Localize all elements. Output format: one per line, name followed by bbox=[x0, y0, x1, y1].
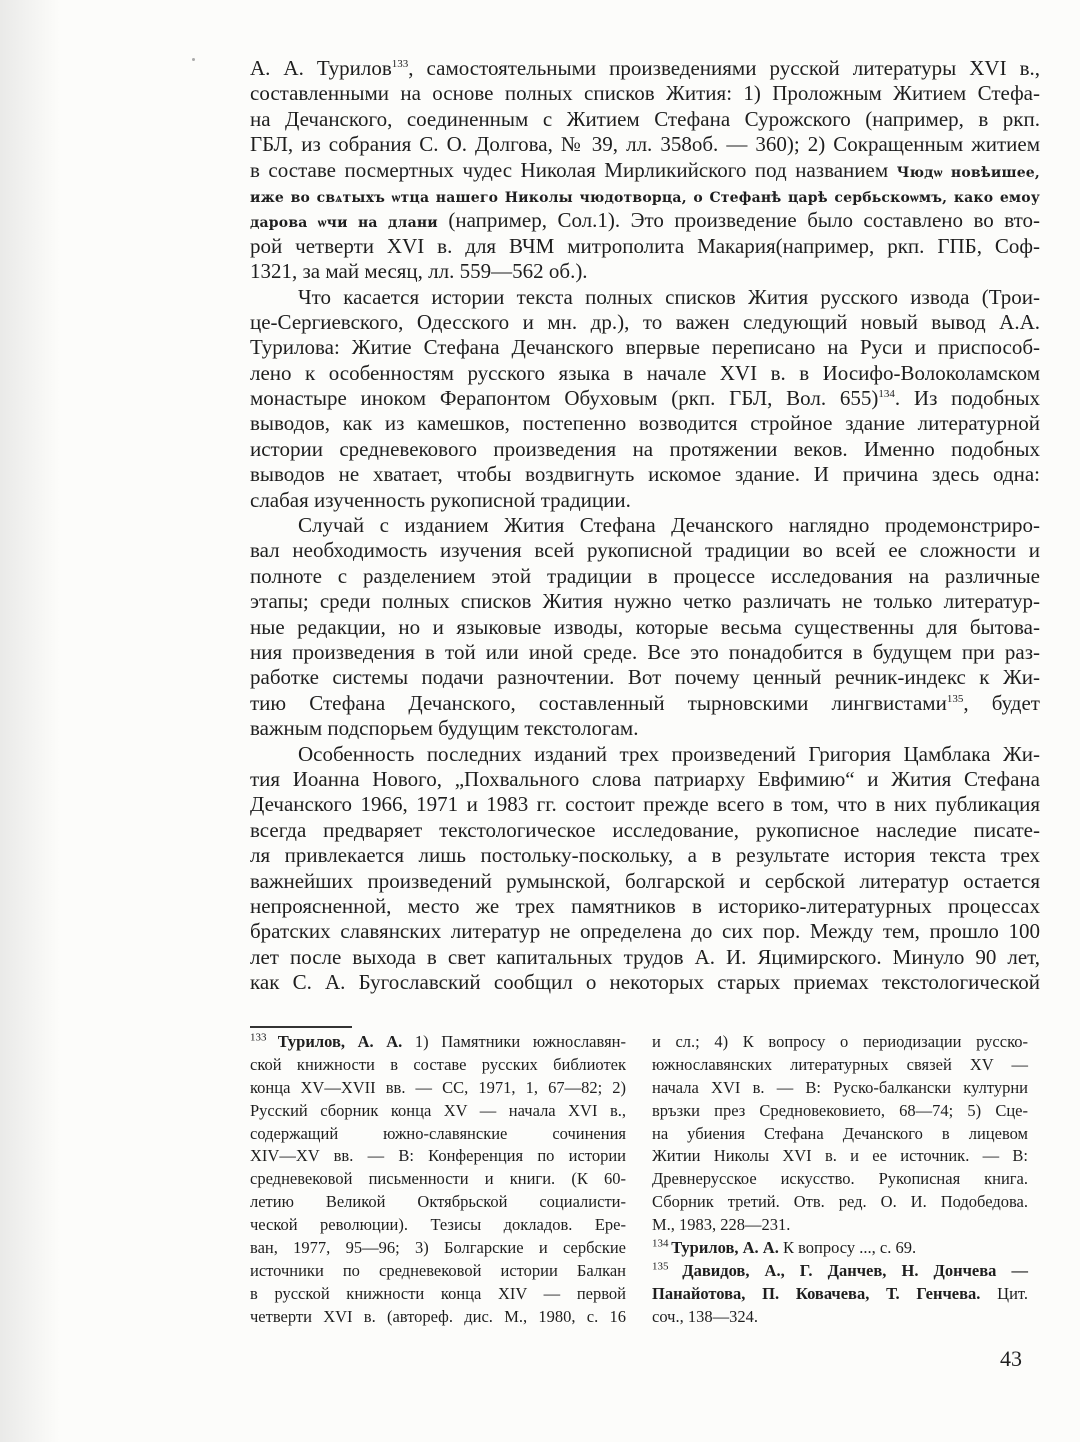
paragraph-line bbox=[250, 462, 1040, 487]
text-segment: Особенность последних изданий трех произведений Григория Цамблака Жи- bbox=[298, 741, 1040, 766]
paragraph-line bbox=[250, 716, 1040, 741]
paragraph-line bbox=[250, 183, 1040, 208]
footnote-line bbox=[652, 1191, 1028, 1214]
paragraph-line bbox=[250, 107, 1040, 132]
text-segment: ческой революции). Тезисы докладов. Ере- bbox=[250, 1215, 626, 1235]
text-segment: Житии Николы XVI в. и ее источник. — В: bbox=[652, 1146, 1028, 1166]
footnote-line bbox=[652, 1145, 1028, 1168]
text-segment: содержащий южно-славянские сочинения bbox=[250, 1123, 626, 1143]
author-name: Панайотова, П. Ковачева, Т. Генчева. bbox=[652, 1283, 981, 1303]
text-segment: ской книжности в составе русских библиотек bbox=[250, 1054, 626, 1074]
footnote-line bbox=[250, 1100, 626, 1123]
text-segment: Случай с изданием Жития Стефана Дечанского наглядно продемонстриро- bbox=[298, 513, 1040, 538]
paragraph-line bbox=[250, 640, 1040, 665]
paragraph-line bbox=[250, 945, 1040, 970]
text-segment: составленными на основе полных списков Жития: 1) Проложным Житием Стефа- bbox=[250, 81, 1040, 106]
text-segment: и сл.; 4) К вопросу о периодизации русско- bbox=[652, 1032, 1028, 1051]
footnote-line bbox=[652, 1054, 1028, 1077]
text-segment: монастыре иноком Ферапонтом Обуховым (ркп. ГБЛ, Вол. 655) bbox=[250, 386, 879, 411]
text-segment: , самостоятельными произведениями русской литературы XVI в., bbox=[408, 56, 1040, 80]
paragraph bbox=[250, 285, 1040, 514]
text-segment: конца XV—XVII вв. — СС, 1971, 1, 67—82; 2) bbox=[250, 1077, 626, 1097]
footnote-line bbox=[652, 1077, 1028, 1100]
scan-speck bbox=[192, 58, 195, 61]
footnote-reference: 135 bbox=[946, 692, 964, 705]
paragraph-line bbox=[250, 158, 1040, 183]
text-segment: летию Великой Октябрьской социалисти- bbox=[250, 1192, 626, 1212]
text-segment: слабая изученность рукописной традиции. bbox=[250, 487, 631, 512]
text-segment: южнославянских литературных связей XV — bbox=[652, 1054, 1028, 1074]
paragraph-line bbox=[250, 335, 1040, 360]
church-slavonic-title: дарова ѡчи на длани bbox=[250, 215, 438, 232]
text-segment: этапы; среди полных списков Жития нужно четко различать не только литератур- bbox=[250, 589, 1040, 614]
text-segment: соч., 138—324. bbox=[652, 1306, 758, 1326]
paragraph-line bbox=[250, 56, 1040, 81]
scan-edge-shadow bbox=[0, 0, 60, 1442]
footnote-line bbox=[250, 1283, 626, 1306]
paragraph-line bbox=[250, 970, 1040, 995]
footnote-reference: 133 bbox=[250, 1031, 278, 1044]
church-slavonic-title: Чюдѡ новѣишее, bbox=[896, 164, 1040, 181]
text-segment: полноте с разделением этой традиции в процессе исследования на различные bbox=[250, 563, 1040, 588]
text-segment: Сборник третий. Отв. ред. О. И. Подобедова. bbox=[652, 1192, 1028, 1212]
text-segment: 1) Памятники южнославян- bbox=[402, 1032, 626, 1051]
paragraph-line bbox=[250, 310, 1040, 335]
footnote-line bbox=[652, 1168, 1028, 1191]
text-segment: всегда предваряет текстологическое исследование, рукописное наследие писате- bbox=[250, 817, 1040, 842]
footnote-line bbox=[652, 1237, 1028, 1260]
paragraph-line bbox=[250, 792, 1040, 817]
paragraph bbox=[250, 513, 1040, 742]
text-segment: истории средневекового произведения на протяжении веков. Именно подобных bbox=[250, 436, 1040, 461]
paragraph-line bbox=[250, 665, 1040, 690]
body-text bbox=[250, 56, 1040, 995]
paragraph-line bbox=[250, 386, 1040, 411]
paragraph-line bbox=[250, 869, 1040, 894]
text-segment: выводов, как из камешков, постепенно возводится стройное здание литературной bbox=[250, 411, 1040, 436]
paragraph-line bbox=[250, 691, 1040, 716]
text-segment: в составе посмертных чудес Николая Мирликийского под названием bbox=[250, 157, 897, 182]
text-segment: важным подспорьем будущим текстологам. bbox=[250, 716, 639, 741]
paragraph-line bbox=[250, 81, 1040, 106]
text-segment: в русской книжности конца XIV — первой bbox=[250, 1283, 626, 1303]
paragraph-line bbox=[250, 767, 1040, 792]
text-segment: тию Стефана Дечанского, составленный тырновскими лингвистами bbox=[250, 690, 947, 715]
paragraph-line bbox=[250, 589, 1040, 614]
footnote-line bbox=[652, 1031, 1028, 1054]
paragraph-line bbox=[250, 919, 1040, 944]
footnote-rule bbox=[250, 1026, 352, 1028]
author-name: Турилов, А. А. bbox=[671, 1238, 779, 1258]
footnote-line bbox=[250, 1191, 626, 1214]
text-segment: Дечанского 1966, 1971 и 1983 гг. состоит прежде всего в том, что в них публикация bbox=[250, 792, 1040, 817]
text-segment: ГБЛ, из собрания С. О. Долгова, № 39, лл. 358об. — 360); 2) Сокращенным житием bbox=[250, 132, 1040, 157]
text-segment: на Дечанского, соединенным с Житием Стефана Сурожского (например, в ркп. bbox=[250, 106, 1040, 131]
text-segment: рой четверти XVI в. для ВЧМ митрополита Макария(например, ркп. ГПБ, Соф- bbox=[250, 233, 1040, 258]
footnote-line bbox=[250, 1077, 626, 1100]
footnote-line bbox=[652, 1306, 1028, 1329]
footnote-line bbox=[250, 1237, 626, 1260]
footnote-line bbox=[250, 1214, 626, 1237]
footnote-line bbox=[652, 1100, 1028, 1123]
text-segment: лено к особенностям русского языка в начале XVI в. в Иосифо-Волоколамском bbox=[250, 360, 1040, 385]
paragraph-line bbox=[250, 615, 1040, 640]
text-segment: XIV—XV вв. — В: Конференция по истории bbox=[250, 1146, 626, 1166]
footnotes-right-column bbox=[652, 1031, 1028, 1329]
paragraph-line bbox=[250, 285, 1040, 310]
text-segment: Что касается истории текста полных списков Жития русского извода (Трои- bbox=[298, 284, 1040, 309]
text-segment: источники по средневековой истории Балкан bbox=[250, 1260, 626, 1280]
footnote-line bbox=[250, 1054, 626, 1077]
paragraph-line bbox=[250, 437, 1040, 462]
paragraph-line bbox=[250, 843, 1040, 868]
author-name: Турилов, А. А. bbox=[277, 1032, 403, 1051]
footnote-line bbox=[250, 1168, 626, 1191]
church-slavonic-title: иже во свѧтыхъ ѡтца нашего Николы чюдотворца, о Стефанѣ царѣ сербьскоѡмъ, како емоу bbox=[250, 189, 1040, 206]
text-segment: ля привлекается лишь постольку-поскольку, а в результате история текста трех bbox=[250, 843, 1040, 868]
text-segment: средневековой письменности и книги. (К 60- bbox=[250, 1169, 626, 1189]
paragraph-line bbox=[250, 538, 1040, 563]
footnote-line bbox=[652, 1260, 1028, 1283]
footnote-reference: 134 bbox=[652, 1237, 672, 1250]
text-segment: четверти XVI в. (автореф. дис. М., 1980, с. 16 bbox=[250, 1306, 626, 1326]
footnote-line bbox=[250, 1145, 626, 1168]
footnote-line bbox=[250, 1306, 626, 1329]
text-segment: це-Сергиевского, Одесского и мн. др.), то важен следующий новый вывод А.А. bbox=[250, 309, 1040, 334]
paragraph-line bbox=[250, 361, 1040, 386]
text-segment: ван, 1977, 95—96; 3) Болгарские и сербские bbox=[250, 1238, 626, 1258]
paragraph-line bbox=[250, 234, 1040, 259]
author-name: Давидов, А., Г. Данчев, Н. Дончева — bbox=[682, 1260, 1028, 1280]
footnote-line bbox=[652, 1214, 1028, 1237]
text-segment: вал необходимость изучения всей рукописной традиции во всей ее сложности и bbox=[250, 538, 1040, 563]
text-segment: лет после выхода в свет капитальных трудов А. И. Яцимирского. Минуло 90 лет, bbox=[250, 944, 1040, 969]
text-segment: А. А. Турилов bbox=[250, 56, 392, 80]
text-segment: работке системы подачи разночтении. Вот почему ценный речник-индекс к Жи- bbox=[250, 665, 1040, 690]
text-segment: . Из подобных bbox=[894, 386, 1041, 411]
text-segment: К вопросу ..., с. 69. bbox=[778, 1238, 917, 1258]
text-segment: на убиения Стефана Дечанского в лицевом bbox=[652, 1123, 1028, 1143]
text-segment: връзки през Средновековието, 68—74; 5) Сце- bbox=[652, 1100, 1028, 1120]
paragraph bbox=[250, 56, 1040, 285]
text-segment: Цит. bbox=[980, 1283, 1029, 1303]
text-segment: М., 1983, 228—231. bbox=[652, 1215, 791, 1235]
footnote-reference: 135 bbox=[652, 1260, 683, 1273]
text-segment: тия Иоанна Нового, „Похвального слова патриарху Евфимию“ и Жития Стефана bbox=[250, 766, 1040, 791]
paragraph-line bbox=[250, 488, 1040, 513]
footnote-line bbox=[250, 1260, 626, 1283]
paragraph-line bbox=[250, 513, 1040, 538]
footnote-line bbox=[250, 1123, 626, 1146]
paragraph-line bbox=[250, 564, 1040, 589]
text-segment: братских славянских литератур не определена до сих пор. Между тем, прошло 100 bbox=[250, 919, 1040, 944]
paragraph-line bbox=[250, 208, 1040, 233]
footnote-line bbox=[652, 1123, 1028, 1146]
footnote-reference: 133 bbox=[391, 58, 409, 70]
paragraph bbox=[250, 742, 1040, 996]
paragraph-line bbox=[250, 132, 1040, 157]
text-segment: Турилова: Житие Стефана Дечанского впервые переписано на Руси и приспособ- bbox=[250, 335, 1040, 360]
text-segment: важнейших произведений румынской, болгарской и сербской литератур остается bbox=[250, 868, 1040, 893]
footnotes-left-column bbox=[250, 1031, 626, 1329]
text-segment: , будет bbox=[963, 690, 1040, 715]
text-segment: начала XVI в. — В: Руско-балкански културни bbox=[652, 1077, 1028, 1097]
footnote-reference: 134 bbox=[878, 388, 895, 401]
paragraph-line bbox=[250, 818, 1040, 843]
paragraph-line bbox=[250, 259, 1040, 284]
text-segment: ния произведения в той или иной среде. Все это понадобится в будущем при раз- bbox=[250, 639, 1040, 664]
text-segment: как С. А. Бугославский сообщил о некоторых старых приемах текстологической bbox=[250, 970, 1040, 995]
paragraph-line bbox=[250, 742, 1040, 767]
text-segment: ные редакции, но и языковые изводы, которые весьма существенны для бытова- bbox=[250, 614, 1040, 639]
footnote-line bbox=[652, 1283, 1028, 1306]
text-segment: Древнерусское искусство. Рукописная книга. bbox=[652, 1169, 1028, 1189]
paragraph-line bbox=[250, 411, 1040, 436]
page-number: 43 bbox=[1000, 1346, 1022, 1371]
paragraph-line bbox=[250, 894, 1040, 919]
text-segment: выводов не хватает, чтобы воздвигнуть искомое здание. И причина здесь одна: bbox=[250, 462, 1040, 487]
text-segment: (например, Сол.1). Это произведение было составлено во вто- bbox=[437, 208, 1041, 233]
footnote-line bbox=[250, 1031, 626, 1054]
text-segment: Русский сборник конца XV — начала XVI в., bbox=[250, 1100, 626, 1120]
text-segment: непроясненной, место же трех памятников в историко-литературных процессах bbox=[250, 893, 1040, 918]
text-segment: 1321, за май месяц, лл. 559—562 об.). bbox=[250, 259, 588, 284]
